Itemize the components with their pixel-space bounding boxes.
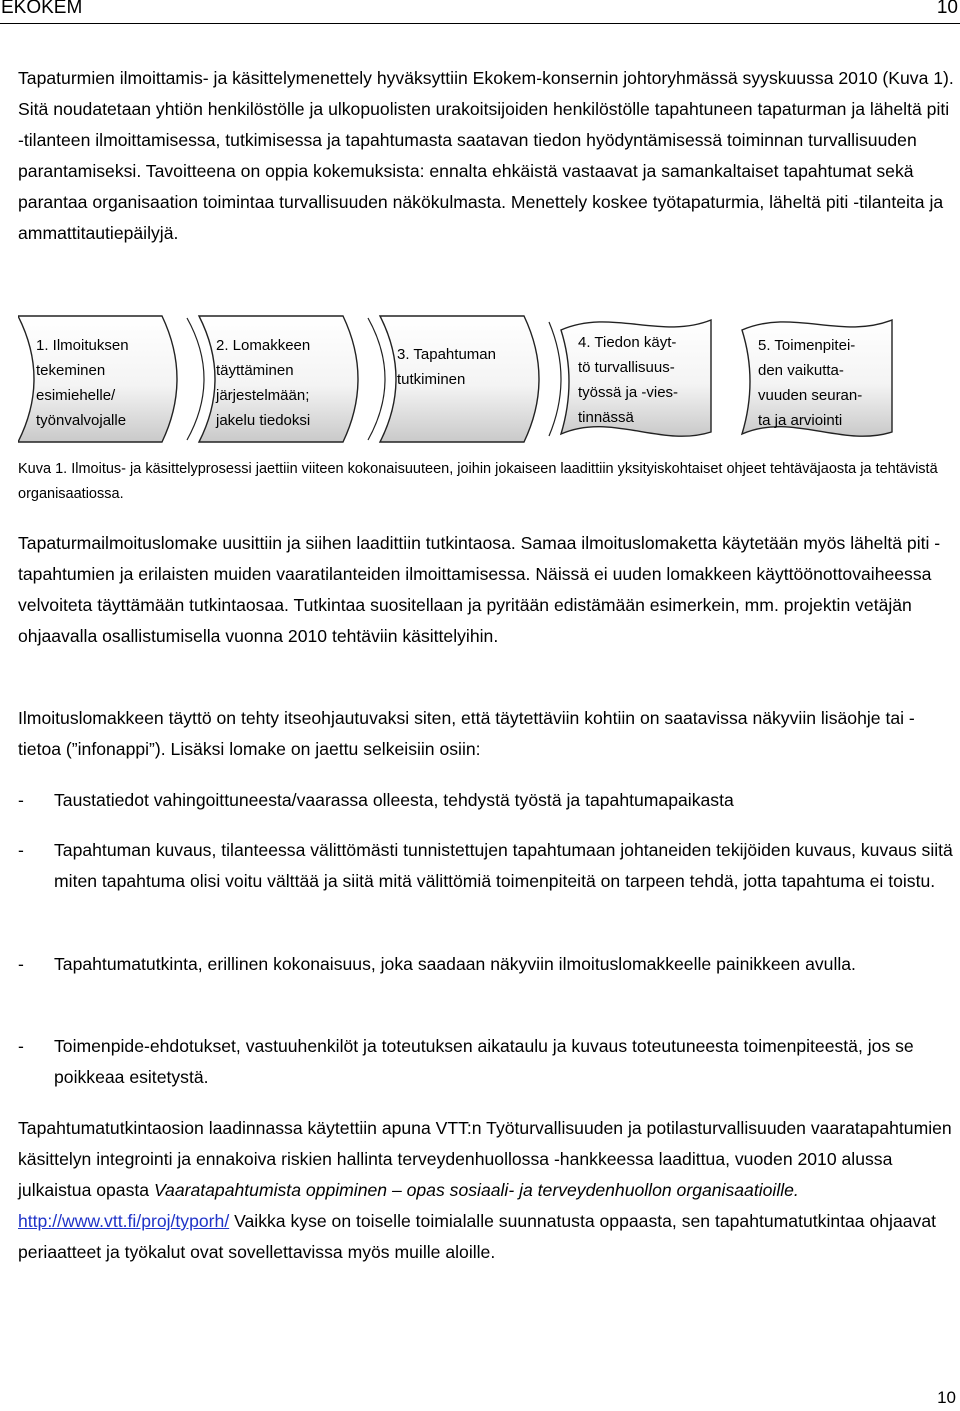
list-item-text: Toimenpide-ehdotukset, vastuuhenkilöt ja toteutuksen aikataulu ja kuvaus toteutuneesta toimenpiteestä, jos se poikkeaa esitetystä. (54, 1036, 914, 1087)
process-step-1-line: esimiehelle/ (36, 387, 116, 404)
vtt-text-1: Tapahtumatutkintaosion laadinnassa käytettiin apuna VTT:n Työturvallisuuden ja potilasturvallisuuden vaaratapahtumien käsittelyn integrointi ja ennakoiva riskien hallinta terveydenhuollossa -hankkeessa laadittua, vuoden 2010 alussa julkaistua opasta (18, 1118, 952, 1200)
process-arc-4 (549, 322, 561, 436)
process-step-2-line: jakelu tiedoksi (216, 412, 311, 429)
process-step-5-line: ta ja arviointi (758, 412, 843, 429)
paragraph-form-renewal: Tapaturmailmoituslomake uusittiin ja siihen laadittiin tutkintaosa. Samaa ilmoituslomaketta käytetään myös läheltä piti -tapahtumien ja erilaisten muiden vaaratilanteiden ilmoittamisessa. Näissä ei uuden lomakkeen käyttöönottovaiheessa velvoiteta täyttämään tutkintaosaa. Tutkintaa suositellaan ja pyritään edistämään esimerkein, mm. projektin vetäjän ohjaavalla osallistumisella vuonna 2010 tehtäviin käsittelyihin. (18, 533, 941, 646)
list-dash: - (18, 1036, 24, 1056)
process-arc-2 (187, 318, 204, 440)
process-step-4-line: tö turvallisuus- (578, 359, 675, 376)
process-step-1-line: tekeminen (36, 362, 106, 379)
process-step-2-line: täyttäminen (216, 362, 294, 379)
process-step-3-line: tutkiminen (397, 371, 466, 388)
figure-caption: Kuva 1. Ilmoitus- ja käsittelyprosessi jaettiin viiteen kokonaisuuteen, joihin jokaiseen laadittiin yksityiskohtaiset ohjeet tehtäväjaosta ja tehtävistä organisaatiossa. (18, 461, 938, 502)
process-step-5-line: den vaikutta- (758, 362, 844, 379)
process-diagram (18, 312, 898, 454)
vtt-text-2: Vaikka kyse on toiselle toimialalle suunnatusta oppaasta, sen tapahtumatutkintaa ohjaavat periaatteet ja työkalut ovat sovellettavissa myös muille aloille. (18, 1211, 937, 1262)
list-dash: - (18, 954, 24, 974)
process-shape-3 (380, 316, 539, 442)
process-step-5-line: vuuden seuran- (758, 387, 863, 404)
process-step-2-line: 2. Lomakkeen (216, 337, 311, 354)
list-item-text: Tapahtumatutkinta, erillinen kokonaisuus, joka saadaan näkyviin ilmoituslomakkeelle painikkeen avulla. (54, 954, 856, 974)
process-step-1-line: 1. Ilmoituksen (36, 337, 129, 354)
list-item (18, 835, 954, 897)
paragraph-intro: Tapaturmien ilmoittamis- ja käsittelymenettely hyväksyttiin Ekokem-konsernin johtoryhmässä syyskuussa 2010 (Kuva 1). Sitä noudatetaan yhtiön henkilöstölle ja ulkopuolisten urakoitsijoiden henkilöstölle tapahtuneen tapaturman ja läheltä piti -tilanteen ilmoittamisessa, tutkimisessa ja tapahtumasta saatavan tiedon hyödyntämisessä toiminnan turvallisuuden parantamiseksi. Tavoitteena on oppia kokemuksista: ennalta ehkäistä vastaavat ja samankaltaiset tapahtumat sekä parantaa organisaation toimintaa turvallisuuden näkökulmasta. Menettely koskee työtapaturmia, läheltä piti -tilanteita ja ammattitautiepäilyjä. (18, 68, 954, 243)
paragraph-vtt-guide (18, 1113, 954, 1268)
process-shape-4 (561, 320, 711, 436)
header-rule (0, 23, 960, 24)
paragraph-form-sections: Ilmoituslomakkeen täyttö on tehty itseohjautuvaksi siten, että täytettäviin kohtiin on saatavissa näkyviin lisäohje tai -tietoa (”infonappi”). Lisäksi lomake on jaettu selkeisiin osiin: (18, 708, 915, 759)
header-page-number: 10 (936, 0, 958, 18)
list-item (18, 1031, 954, 1093)
process-shape-2 (199, 316, 358, 442)
guide-title: Vaaratapahtumista oppiminen – opas sosiaali- ja terveydenhuollon organisaatioille. (153, 1180, 799, 1200)
footer-page-number: 10 (937, 1388, 956, 1407)
process-shape-5 (742, 320, 892, 436)
process-step-4-line: tinnässä (578, 409, 634, 426)
vtt-link[interactable]: http://www.vtt.fi/proj/typorh/ (18, 1211, 230, 1231)
process-step-4-line: 4. Tiedon käyt- (578, 334, 677, 351)
list-item (18, 785, 954, 816)
list-item (18, 949, 954, 980)
list-dash: - (18, 840, 24, 860)
list-item-text: Taustatiedot vahingoittuneesta/vaarassa olleesta, tehdystä työstä ja tapahtumapaikasta (54, 790, 734, 810)
process-step-4-line: työssä ja -vies- (578, 384, 679, 401)
process-step-3-line: 3. Tapahtuman (397, 346, 496, 363)
process-arc-3 (368, 318, 385, 440)
process-shape-1 (18, 316, 177, 442)
header-title: EKOKEM (1, 0, 83, 18)
process-step-1-line: työnvalvojalle (36, 412, 127, 429)
process-step-5-line: 5. Toimenpitei- (758, 337, 856, 354)
process-step-2-line: järjestelmään; (216, 387, 310, 404)
list-item-text: Tapahtuman kuvaus, tilanteessa välittömästi tunnistettujen tapahtumaan johtaneiden tekijöiden kuvaus, kuvaus siitä miten tapahtuma olisi voitu välttää ja siitä mitä välittömiä toimenpiteitä on tarpeen tehdä, jotta tapahtuma ei toistu. (54, 840, 953, 891)
list-dash: - (18, 790, 24, 810)
